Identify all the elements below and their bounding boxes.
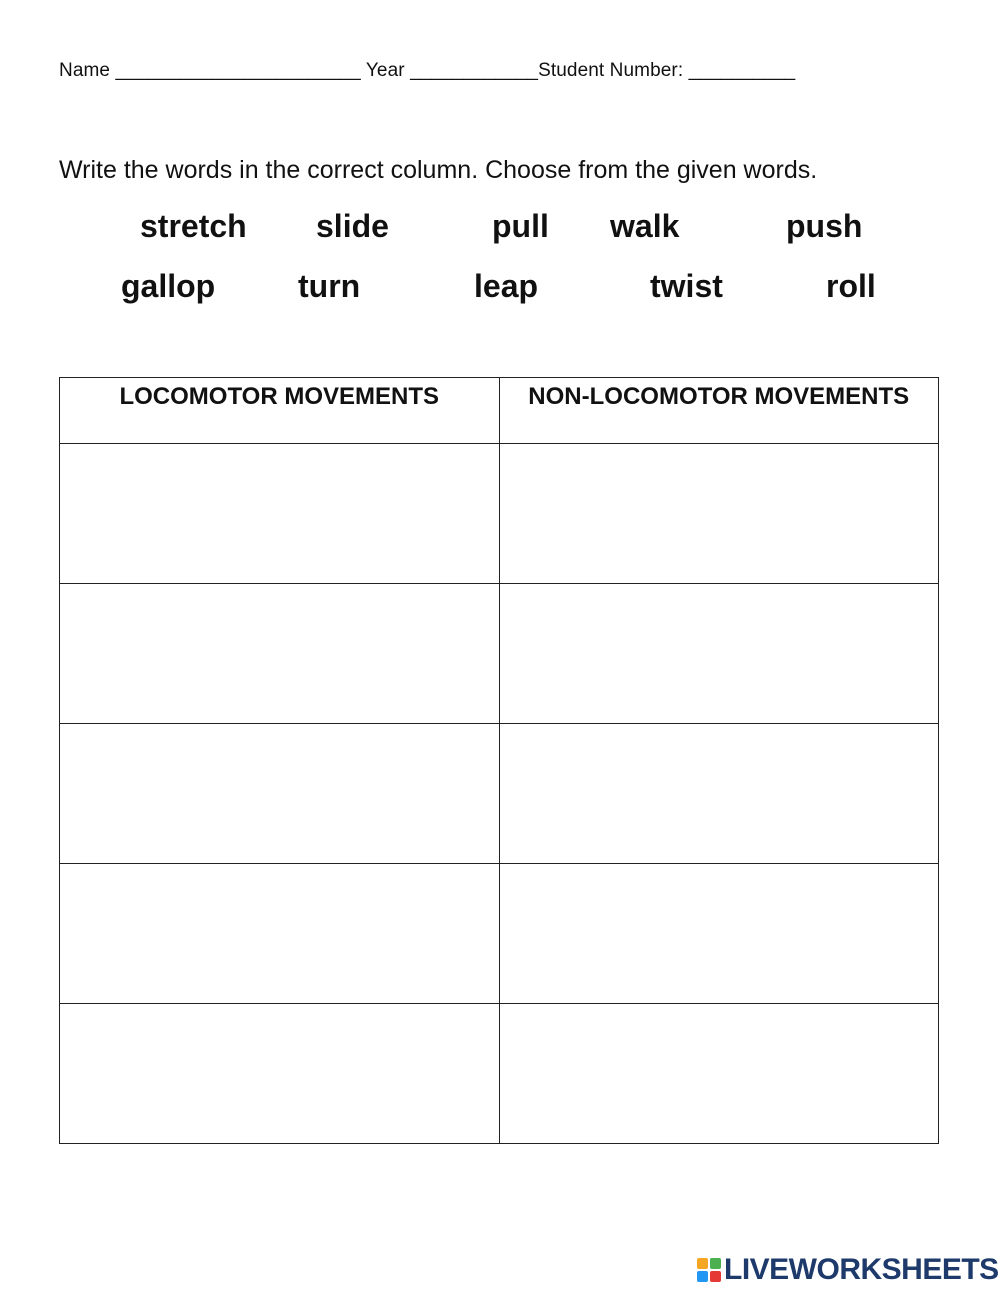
student-number-field[interactable]: __________ xyxy=(688,60,796,81)
table-row xyxy=(60,724,939,864)
word-bank-item[interactable]: twist xyxy=(650,268,723,304)
word-bank-item[interactable]: push xyxy=(786,208,863,244)
non-locomotor-column-header: NON-LOCOMOTOR MOVEMENTS xyxy=(499,378,939,444)
table-header-row xyxy=(60,378,939,444)
year-field[interactable]: ____________ xyxy=(410,60,539,81)
non-locomotor-answer-cell[interactable] xyxy=(499,444,939,584)
logo-block xyxy=(697,1271,708,1282)
word-bank-item[interactable]: leap xyxy=(474,268,539,304)
non-locomotor-answer-cell[interactable] xyxy=(499,1004,939,1144)
word-bank-item[interactable]: walk xyxy=(610,208,680,244)
word-bank-item[interactable]: roll xyxy=(826,268,876,304)
word-bank-item[interactable]: pull xyxy=(492,208,549,244)
table-row xyxy=(60,444,939,584)
logo-block xyxy=(710,1258,721,1269)
locomotor-answer-cell[interactable] xyxy=(60,864,500,1004)
locomotor-column-header: LOCOMOTOR MOVEMENTS xyxy=(60,378,500,444)
student-info-line xyxy=(59,60,795,82)
word-bank-item[interactable]: slide xyxy=(316,208,389,244)
non-locomotor-answer-cell[interactable] xyxy=(499,724,939,864)
sorting-table xyxy=(59,377,939,1144)
logo-block xyxy=(710,1271,721,1282)
locomotor-answer-cell[interactable] xyxy=(60,1004,500,1144)
logo-block xyxy=(697,1258,708,1269)
word-bank-item[interactable]: gallop xyxy=(121,268,216,304)
locomotor-answer-cell[interactable] xyxy=(60,444,500,584)
locomotor-answer-cell[interactable] xyxy=(60,724,500,864)
non-locomotor-answer-cell[interactable] xyxy=(499,584,939,724)
locomotor-answer-cell[interactable] xyxy=(60,584,500,724)
liveworksheets-logo xyxy=(697,1254,999,1286)
word-bank-item[interactable]: stretch xyxy=(140,208,247,244)
table-row xyxy=(60,1004,939,1144)
year-label: Year xyxy=(365,60,405,81)
name-label: Name xyxy=(59,60,111,81)
name-field[interactable]: _______________________ xyxy=(115,60,361,81)
instruction-text: Write the words in the correct column. Choose from the given words. xyxy=(59,156,818,184)
logo-blocks-icon xyxy=(697,1258,721,1282)
non-locomotor-answer-cell[interactable] xyxy=(499,864,939,1004)
word-bank-item[interactable]: turn xyxy=(298,268,361,304)
table-row xyxy=(60,584,939,724)
student-number-label: Student Number: xyxy=(538,60,684,81)
logo-text: LIVEWORKSHEETS xyxy=(724,1253,999,1286)
table-row xyxy=(60,864,939,1004)
